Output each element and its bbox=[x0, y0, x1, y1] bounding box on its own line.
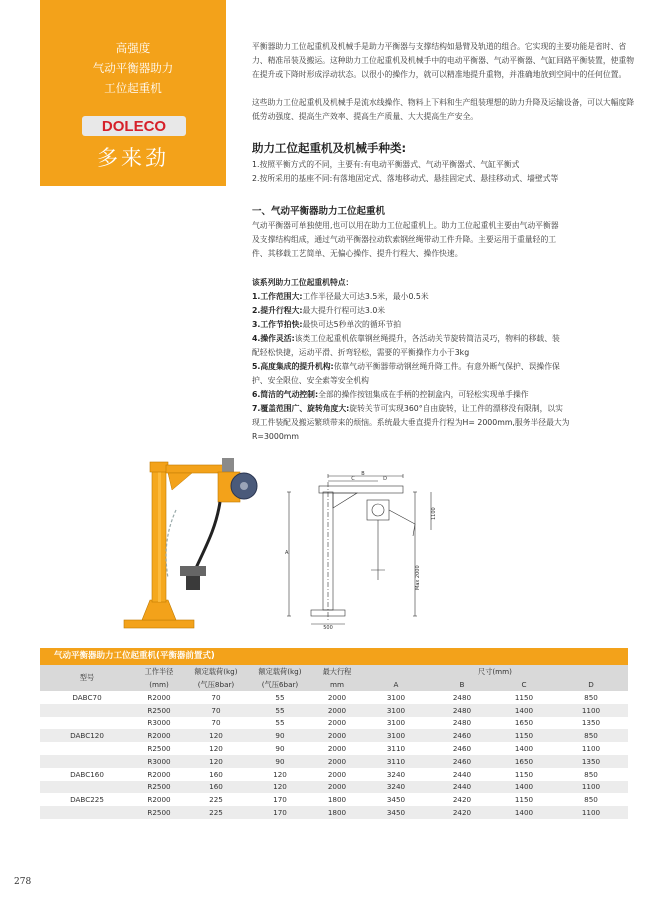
cell-model bbox=[40, 806, 134, 819]
feature-2-label: 2.提升行程大: bbox=[252, 306, 303, 315]
table-row bbox=[40, 793, 628, 806]
crane-illustration bbox=[120, 450, 270, 630]
cell-radius: R2000 bbox=[134, 729, 184, 742]
cell-load6: 170 bbox=[248, 806, 312, 819]
header-stroke-unit: mm bbox=[312, 678, 362, 691]
cell-d: 1350 bbox=[581, 718, 601, 728]
feature-3-label: 3.工作节拍快: bbox=[252, 320, 303, 329]
cell-a: 3450 bbox=[386, 795, 406, 805]
header-load6: 额定载荷(kg) bbox=[248, 665, 312, 678]
cell-d: 1350 bbox=[554, 755, 628, 768]
feature-7-text-a: 旋转关节可实现360°自由旋转，让工件的漂移没有限制，以实 bbox=[349, 404, 563, 413]
header-radius: 工作半径 bbox=[134, 665, 184, 678]
feature-5 bbox=[252, 360, 642, 374]
feature-1 bbox=[252, 290, 642, 304]
cell-model bbox=[40, 717, 134, 730]
cell-load8: 160 bbox=[209, 769, 223, 779]
feature-5-label: 5.高度集成的提升机构: bbox=[252, 362, 334, 371]
feature-7 bbox=[252, 402, 642, 416]
side-title-line-1: 高强度 bbox=[115, 41, 151, 55]
cell-stroke: 2000 bbox=[312, 755, 362, 768]
table-row bbox=[40, 729, 628, 742]
dim-label-h: Max 2000 bbox=[415, 565, 421, 590]
cell-b: 2460 bbox=[430, 755, 494, 768]
cell-model: DABC225 bbox=[70, 795, 104, 805]
cell-d: 1100 bbox=[581, 744, 601, 754]
cell-c: 1650 bbox=[514, 718, 534, 728]
cell-c: 1150 bbox=[514, 795, 534, 805]
side-title-line-3: 工位起重机 bbox=[104, 81, 162, 95]
cell-stroke: 1800 bbox=[312, 806, 362, 819]
cell-b: 2460 bbox=[452, 744, 472, 754]
section1-desc-line-1: 气动平衡器可单独使用,也可以用在助力工位起重机上。助力工位起重机主要由气动平衡器 bbox=[252, 221, 559, 230]
cell-radius: R3000 bbox=[134, 755, 184, 768]
cell-stroke: 2000 bbox=[312, 781, 362, 794]
cell-c: 1400 bbox=[494, 781, 554, 794]
cell-radius: R2000 bbox=[147, 692, 171, 702]
feature-4 bbox=[252, 332, 642, 346]
cell-radius: R2000 bbox=[147, 795, 171, 805]
header-load8-sub: (气压8bar) bbox=[184, 678, 248, 691]
cell-a: 3240 bbox=[386, 769, 406, 779]
cell-stroke: 2000 bbox=[327, 692, 347, 702]
dim-label-b: B bbox=[361, 471, 365, 477]
logo-text: DOLECO bbox=[101, 118, 167, 135]
table-header-row-1 bbox=[40, 665, 628, 678]
cell-model bbox=[40, 781, 134, 794]
cell-load8: 70 bbox=[211, 718, 221, 728]
types-line-1: 1.按照平衡方式的不同，主要有:有电动平衡器式、气动平衡器式、气缸平衡式 bbox=[252, 160, 520, 169]
cell-b: 2480 bbox=[452, 692, 472, 702]
cell-load6: 90 bbox=[248, 755, 312, 768]
cell-load6: 120 bbox=[248, 781, 312, 794]
cell-d: 1100 bbox=[554, 704, 628, 717]
features-heading: 该系列助力工位起重机特点： bbox=[252, 278, 354, 287]
cell-c: 1150 bbox=[514, 692, 534, 702]
cell-load8: 120 bbox=[184, 755, 248, 768]
header-c: C bbox=[494, 678, 554, 691]
cell-load6: 55 bbox=[248, 704, 312, 717]
cell-a: 3100 bbox=[362, 704, 430, 717]
feature-3 bbox=[252, 318, 642, 332]
cell-b: 2480 bbox=[452, 718, 472, 728]
cell-stroke: 2000 bbox=[312, 729, 362, 742]
spec-table-title: 气动平衡器助力工位起重机(平衡器前置式) bbox=[40, 648, 628, 665]
feature-1-text: 工作半径最大可达3.5米，最小0.5米 bbox=[302, 292, 429, 301]
cell-stroke: 1800 bbox=[327, 795, 347, 805]
table-row bbox=[40, 704, 628, 717]
cell-model bbox=[40, 755, 134, 768]
cell-load8: 225 bbox=[209, 795, 223, 805]
feature-7-label: 7.覆盖范围广、旋转角度大: bbox=[252, 404, 350, 413]
cell-stroke: 2000 bbox=[327, 744, 347, 754]
cell-a: 3240 bbox=[362, 781, 430, 794]
cell-b: 2420 bbox=[430, 806, 494, 819]
cell-d: 850 bbox=[554, 729, 628, 742]
spec-table bbox=[40, 665, 628, 819]
cell-load6: 120 bbox=[273, 769, 287, 779]
header-model: 型号 bbox=[40, 665, 134, 691]
table-row bbox=[40, 742, 628, 755]
cell-a: 3100 bbox=[386, 692, 406, 702]
dim-label-a: A bbox=[285, 550, 289, 556]
cell-d: 850 bbox=[584, 795, 598, 805]
cell-radius: R3000 bbox=[147, 718, 171, 728]
cell-d: 850 bbox=[584, 692, 598, 702]
table-row bbox=[40, 806, 628, 819]
cell-load8: 70 bbox=[184, 704, 248, 717]
spec-table-section bbox=[40, 648, 628, 819]
cell-b: 2480 bbox=[430, 704, 494, 717]
header-a: A bbox=[362, 678, 430, 691]
cell-radius: R2500 bbox=[134, 806, 184, 819]
intro-paragraph-1: 平衡器助力工位起重机及机械手是助力平衡器与支撑结构如悬臂及轨道的组合。它实现的主要功能是省时、省力、精准吊装及搬运。这种助力工位起重机及机械手中的电动平衡器、气动平衡器、气缸回路平衡装置，使重物在提升或下降时形成浮动状态。以很小的操作力，就可以精准地提升重物，并准确地放到空间中的任何位置。 bbox=[252, 42, 635, 79]
cell-d: 850 bbox=[584, 769, 598, 779]
cell-c: 1400 bbox=[514, 744, 534, 754]
dim-label-s: 1100 bbox=[431, 507, 437, 520]
cell-b: 2420 bbox=[452, 795, 472, 805]
cell-load6: 55 bbox=[275, 692, 285, 702]
cell-stroke: 2000 bbox=[327, 769, 347, 779]
feature-7-cont-2: R=3000mm bbox=[252, 432, 299, 441]
cell-model: DABC160 bbox=[70, 769, 104, 779]
spec-table-body bbox=[40, 691, 628, 819]
cell-model bbox=[40, 742, 134, 755]
cell-d: 1100 bbox=[554, 806, 628, 819]
cell-b: 2440 bbox=[452, 769, 472, 779]
technical-drawing bbox=[285, 470, 460, 630]
section1-desc-line-2: 及支撑结构组成，通过气动平衡器拉动软索钢丝绳带动工件升降。主要运用于重量轻的工 bbox=[252, 235, 557, 244]
feature-4-text-a: 该类工位起重机依靠钢丝绳提升，各活动关节旋转简洁灵巧，物料的移载、装 bbox=[294, 334, 560, 343]
cell-c: 1400 bbox=[494, 704, 554, 717]
cell-c: 1150 bbox=[514, 769, 534, 779]
cell-load6: 90 bbox=[248, 729, 312, 742]
cell-load8: 225 bbox=[184, 806, 248, 819]
cell-load8: 160 bbox=[184, 781, 248, 794]
table-row bbox=[40, 768, 628, 781]
cell-c: 1400 bbox=[494, 806, 554, 819]
header-stroke: 最大行程 bbox=[312, 665, 362, 678]
cell-radius: R2500 bbox=[134, 704, 184, 717]
feature-6-text: 全部的操作按钮集成在手柄的控制盒内，可轻松实现单手操作 bbox=[318, 390, 529, 399]
intro-paragraph-2: 这些助力工位起重机及机械手是流水线操作、物料上下料和生产组装理想的助力升降及运输设备，可以大幅度降低劳动强度、提高生产效率、提高生产质量、大大提高生产安全。 bbox=[252, 98, 635, 121]
page-number: 278 bbox=[14, 877, 32, 887]
brand-chinese-name: 多来劲 bbox=[97, 146, 169, 170]
table-row bbox=[40, 717, 628, 730]
dim-label-base: 500 bbox=[323, 625, 333, 630]
cell-load8: 120 bbox=[209, 744, 223, 754]
header-d: D bbox=[554, 678, 628, 691]
cell-b: 2460 bbox=[430, 729, 494, 742]
cell-stroke: 2000 bbox=[327, 718, 347, 728]
types-line-2: 2.按所采用的基座不同:有落地固定式、落地移动式、悬挂固定式、悬挂移动式、墙壁式等 bbox=[252, 174, 559, 183]
cell-model bbox=[40, 704, 134, 717]
cell-a: 3110 bbox=[386, 744, 406, 754]
dim-label-d: D bbox=[383, 476, 387, 482]
header-size: 尺寸(mm) bbox=[362, 665, 628, 678]
cell-load8: 70 bbox=[211, 692, 221, 702]
feature-2-text: 最大提升行程可达3.0米 bbox=[302, 306, 386, 315]
cell-c: 1650 bbox=[494, 755, 554, 768]
cell-c: 1150 bbox=[494, 729, 554, 742]
feature-6-label: 6.简洁的气动控制: bbox=[252, 390, 319, 399]
cell-load6: 55 bbox=[275, 718, 285, 728]
cell-radius: R2500 bbox=[134, 781, 184, 794]
side-panel bbox=[40, 0, 226, 186]
cell-a: 3100 bbox=[362, 729, 430, 742]
feature-7-cont-1: 现工件装配及搬运繁琐带来的烦恼。系统最大垂直提升行程为H= 2000mm,服务半径最大为 bbox=[252, 418, 570, 427]
table-row bbox=[40, 781, 628, 794]
feature-6 bbox=[252, 388, 642, 402]
side-title-line-2: 气动平衡器助力 bbox=[92, 61, 174, 75]
cell-b: 2440 bbox=[430, 781, 494, 794]
cell-a: 3100 bbox=[386, 718, 406, 728]
section1-heading: 一、气动平衡器助力工位起重机 bbox=[252, 206, 386, 217]
feature-4-label: 4.操作灵活: bbox=[252, 334, 295, 343]
cell-load8: 120 bbox=[184, 729, 248, 742]
feature-4-cont: 配轻松快捷，运动平滑、折弯轻松，需要的平衡操作力小于3kg bbox=[252, 348, 470, 357]
dim-label-c: C bbox=[351, 476, 355, 482]
cell-radius: R2000 bbox=[147, 769, 171, 779]
cell-stroke: 2000 bbox=[312, 704, 362, 717]
cell-load6: 90 bbox=[275, 744, 285, 754]
cell-a: 3450 bbox=[362, 806, 430, 819]
cell-model: DABC70 bbox=[72, 692, 102, 702]
types-heading: 助力工位起重机及机械手种类: bbox=[252, 141, 407, 155]
header-b: B bbox=[430, 678, 494, 691]
cell-d: 1100 bbox=[554, 781, 628, 794]
doleco-logo bbox=[82, 116, 186, 136]
feature-2 bbox=[252, 304, 642, 318]
header-radius-unit: (mm) bbox=[134, 678, 184, 691]
feature-5-cont: 护、安全限位、安全索等安全机构 bbox=[252, 376, 369, 385]
feature-3-text: 最快可达5秒单次的循环节拍 bbox=[302, 320, 402, 329]
header-load6-sub: (气压6bar) bbox=[248, 678, 312, 691]
cell-load6: 170 bbox=[273, 795, 287, 805]
cell-radius: R2500 bbox=[147, 744, 171, 754]
feature-5-text-a: 依靠气动平衡器带动钢丝绳升降工件。有意外断气保护、误操作保 bbox=[333, 362, 560, 371]
cell-a: 3110 bbox=[362, 755, 430, 768]
table-row bbox=[40, 755, 628, 768]
cell-model: DABC120 bbox=[40, 729, 134, 742]
header-load8: 额定载荷(kg) bbox=[184, 665, 248, 678]
feature-1-label: 1.工作范围大: bbox=[252, 292, 303, 301]
table-row bbox=[40, 691, 628, 704]
section1-desc-line-3: 件、其移载工艺简单、无偏心操作、提升行程大、操作快速。 bbox=[252, 249, 463, 258]
